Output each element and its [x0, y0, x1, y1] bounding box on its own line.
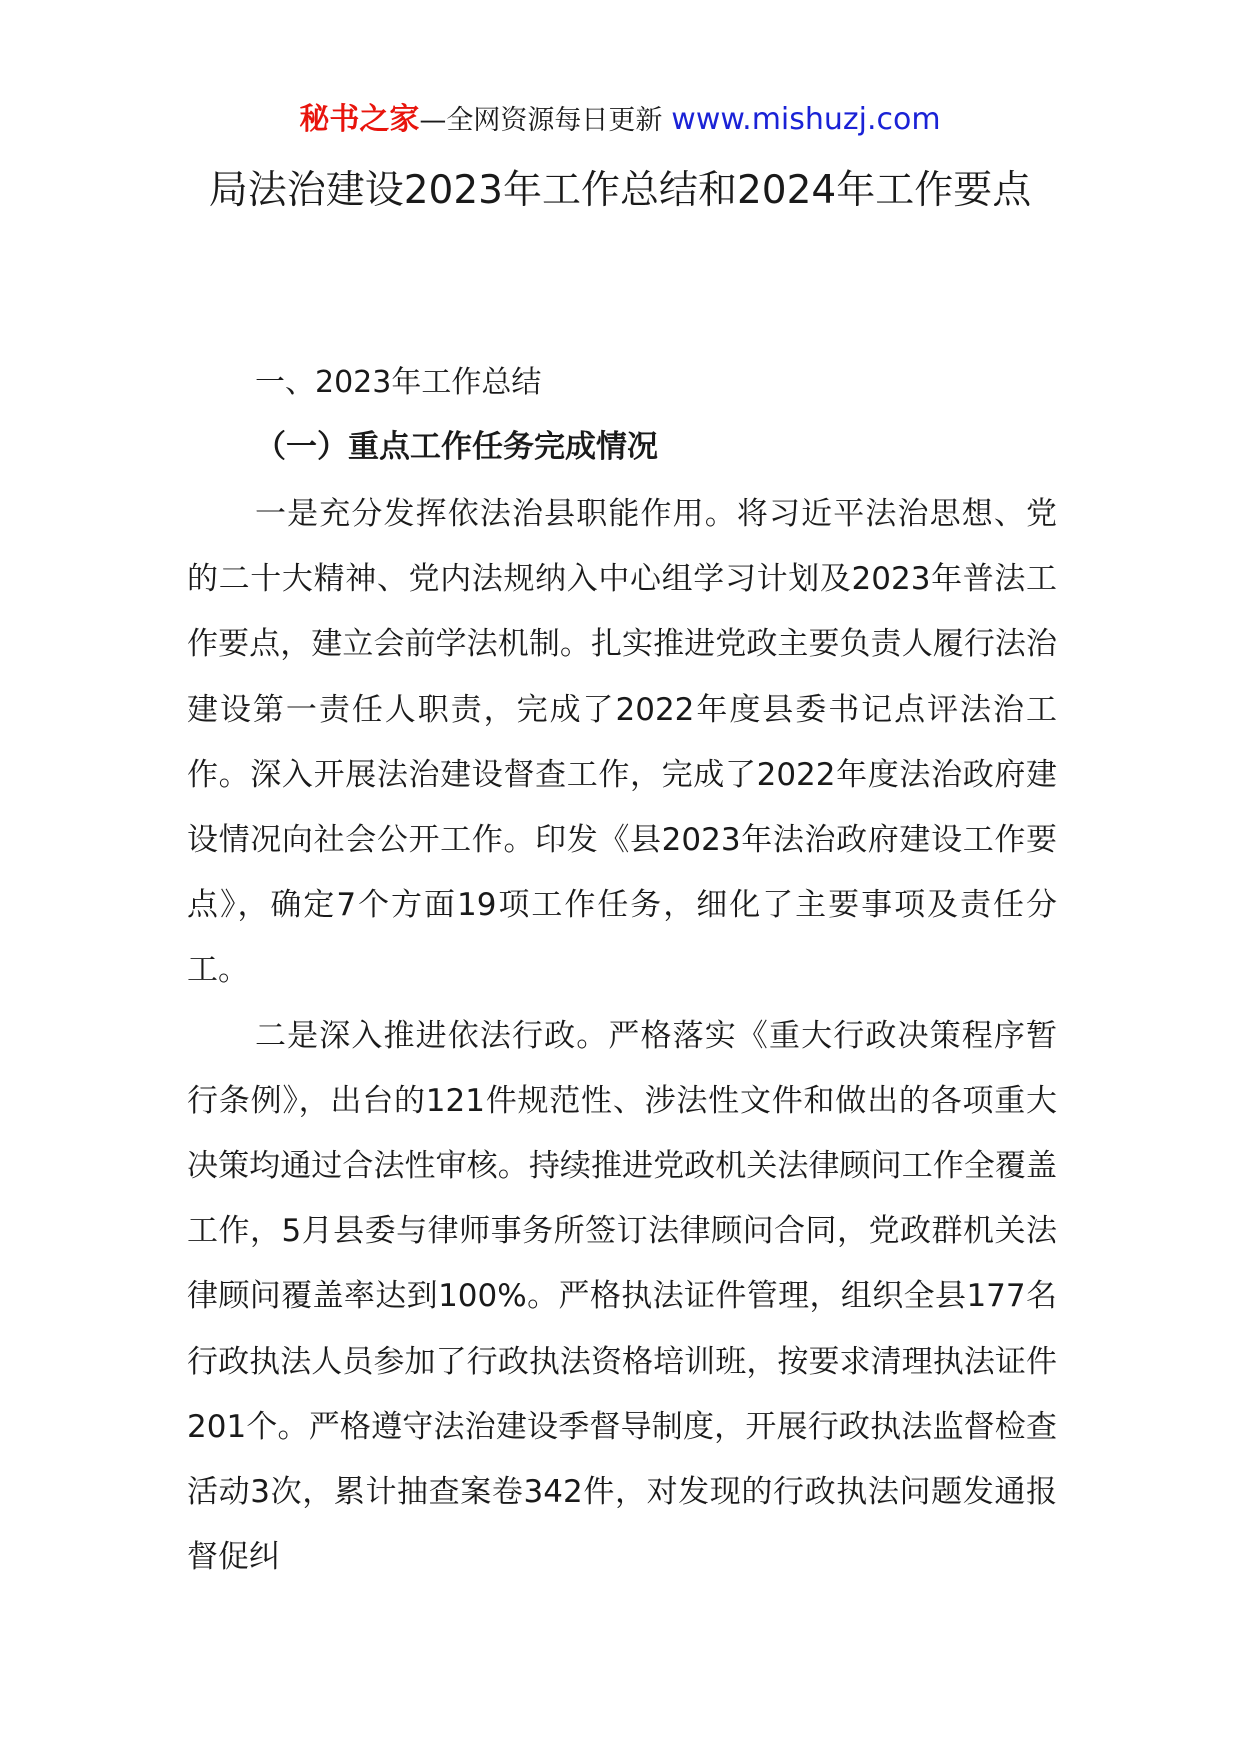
section-heading: 一、2023年工作总结: [255, 365, 542, 400]
banner-tagline: —全网资源每日更新: [419, 105, 663, 136]
body-paragraph-2: 二是深入推进依法行政。严格落实《重大行政决策程序暂行条例》，出台的121件规范性、涉法性文件和做出的各项重大决策均通过合法性审核。持续推进党政机关法律顾问工作全覆盖工作，5月县委与律师事务所签订法律顾问合同，党政群机关法律顾问覆盖率达到100%。严格执法证件管理，组织全县177名行政执法人员参加了行政执法资格培训班，按要求清理执法证件201个。严格遵守法治建设季督导制度，开展行政执法监督检查活动3次，累计抽查案卷342件，对发现的行政执法问题发通报督促纠: [187, 1017, 1057, 1576]
site-url-link[interactable]: www.mishuzj.com: [671, 102, 941, 137]
sub-heading: （一）重点工作任务完成情况: [255, 429, 658, 465]
site-banner: [0, 100, 1240, 141]
document-title: 局法治建设2023年工作总结和2024年工作要点: [208, 168, 1032, 213]
document-body: [187, 358, 1057, 1590]
body-paragraph-1: 一是充分发挥依法治县职能作用。将习近平法治思想、党的二十大精神、党内法规纳入中心组学习计划及2023年普法工作要点，建立会前学法机制。扎实推进党政主要负责人履行法治建设第一责任人职责，完成了2022年度县委书记点评法治工作。深入开展法治建设督查工作，完成了2022年度法治政府建设情况向社会公开工作。印发《县2023年法治政府建设工作要点》，确定7个方面19项工作任务，细化了主要事项及责任分工。: [187, 496, 1057, 989]
brand-name: 秘书之家: [299, 102, 420, 137]
